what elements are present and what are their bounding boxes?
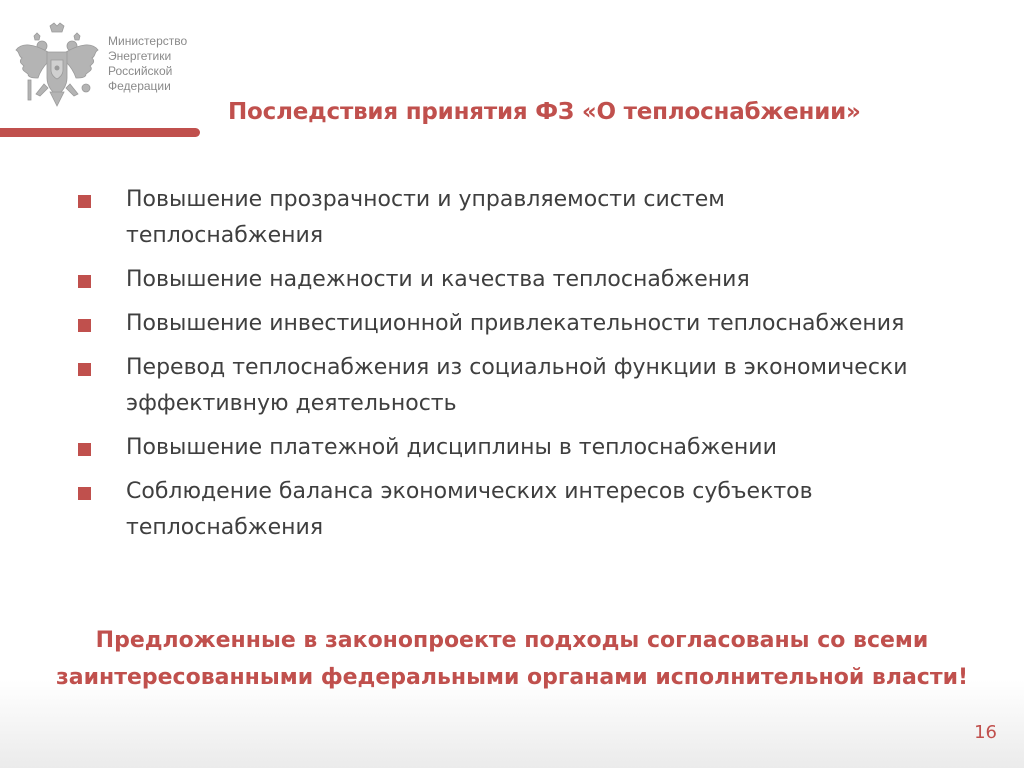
bullet-item: [76, 430, 916, 466]
bullet-item: [76, 182, 916, 254]
bullet-text: Соблюдение баланса экономических интересов субъектов теплоснабжения: [126, 479, 813, 540]
bullet-item: [76, 262, 916, 298]
bullet-text: Повышение прозрачности и управляемости систем теплоснабжения: [126, 187, 725, 248]
square-bullet-icon: [78, 363, 91, 376]
bullet-text: Повышение платежной дисциплины в теплоснабжении: [126, 435, 777, 460]
square-bullet-icon: [78, 195, 91, 208]
square-bullet-icon: [78, 275, 91, 288]
square-bullet-icon: [78, 443, 91, 456]
ministry-line: Энергетики: [108, 49, 172, 63]
bullet-list: [76, 182, 916, 554]
page-number: 16: [974, 722, 997, 743]
square-bullet-icon: [78, 319, 91, 332]
ministry-line: Федерации: [108, 79, 171, 93]
bullet-text: Перевод теплоснабжения из социальной функции в экономически эффективную деятельность: [126, 355, 908, 416]
coat-of-arms-emblem-icon: [14, 22, 100, 114]
slide-title: Последствия принятия ФЗ «О теплоснабжении»: [228, 99, 861, 125]
bullet-text: Повышение надежности и качества теплоснабжения: [126, 267, 750, 292]
conclusion-statement: Предложенные в законопроекте подходы согласованы со всеми заинтересованными федеральными органами исполнительной власти!: [55, 628, 969, 690]
square-bullet-icon: [78, 487, 91, 500]
bullet-text: Повышение инвестиционной привлекательности теплоснабжения: [126, 311, 905, 336]
bullet-item: [76, 474, 916, 546]
ministry-name: [108, 34, 187, 94]
header-divider: [0, 128, 200, 137]
bullet-item: [76, 350, 916, 422]
bullet-item: [76, 306, 916, 342]
ministry-line: Российской: [108, 64, 173, 78]
ministry-line: Министерство: [108, 34, 188, 48]
